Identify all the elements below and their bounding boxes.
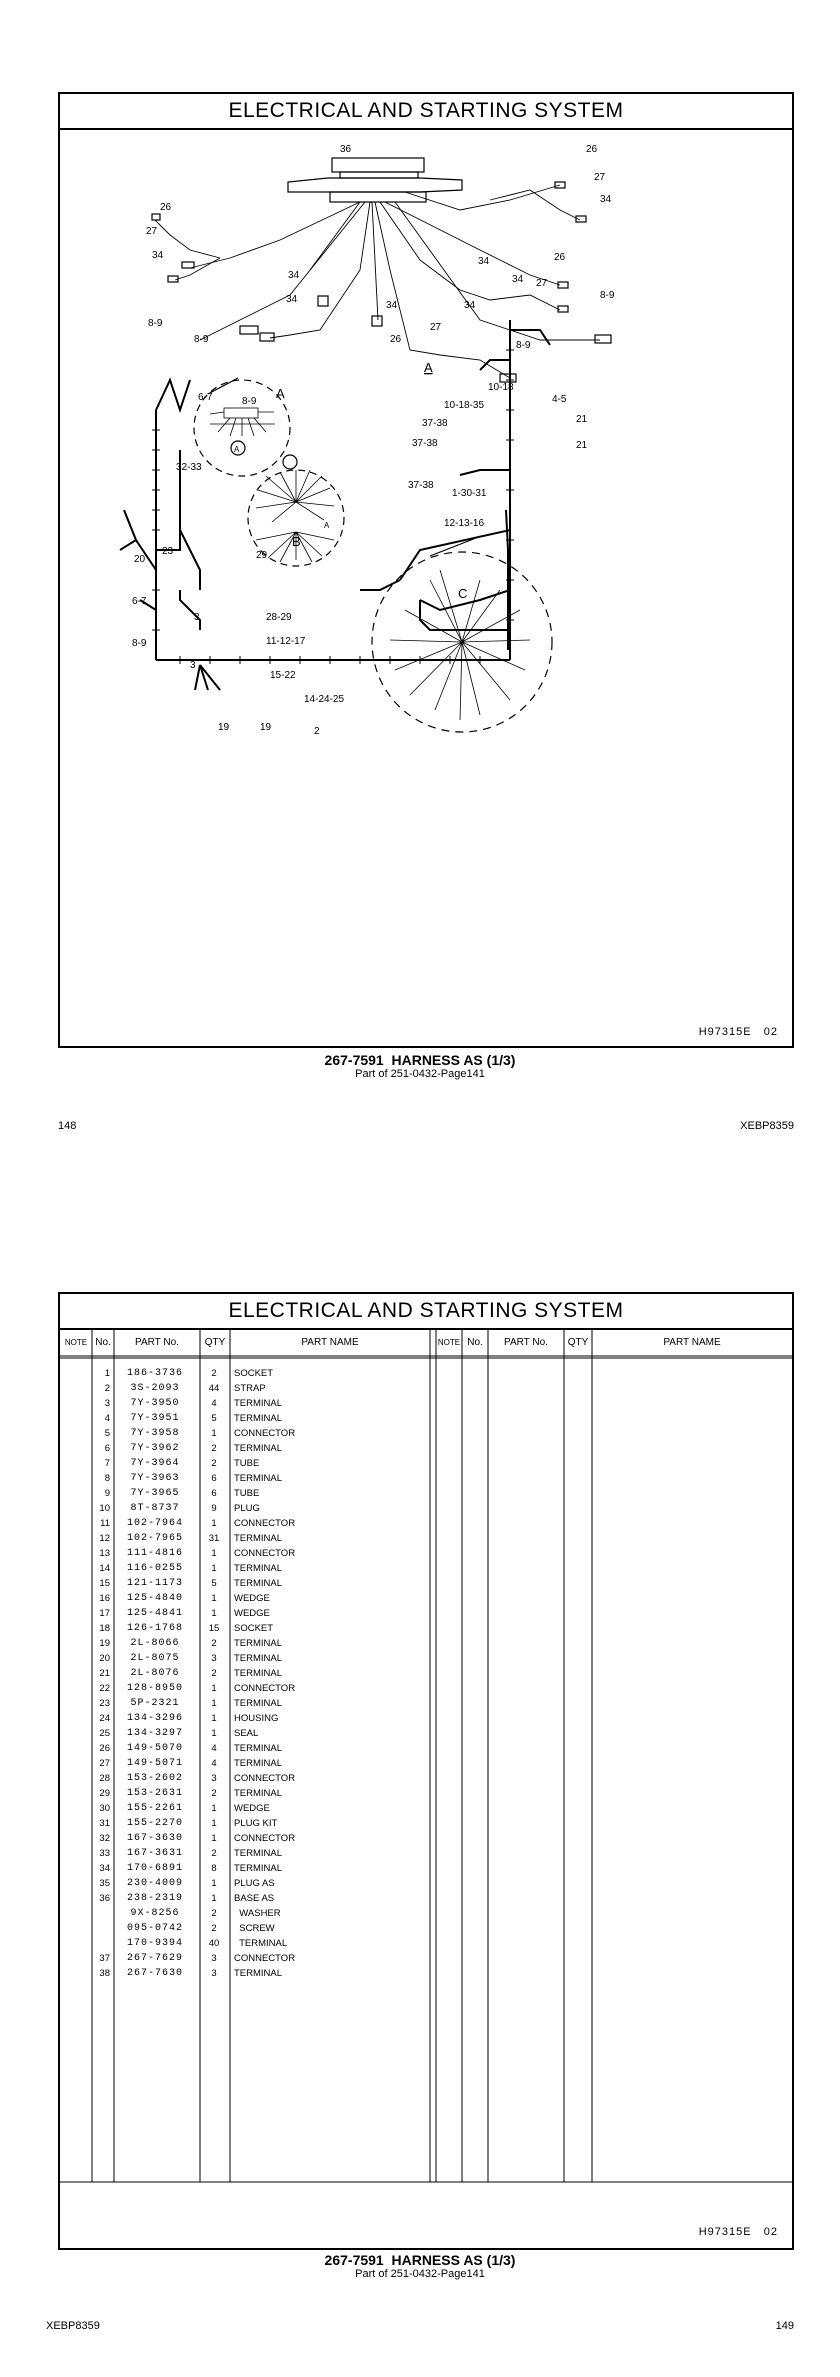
page-title: ELECTRICAL AND STARTING SYSTEM	[60, 1294, 792, 1330]
part-number-index: 18	[99, 1623, 110, 1634]
label-1-30-31: 1-30-31	[452, 488, 487, 499]
part-number: 7Y-3951	[130, 1413, 180, 1424]
part-qty: 4	[211, 1398, 217, 1409]
part-number: 167-3630	[126, 1833, 183, 1844]
part-name: SEAL	[234, 1728, 259, 1739]
part-number: 155-2261	[126, 1803, 183, 1814]
label-2: 2	[314, 726, 320, 737]
header-part-no: PART No.	[135, 1337, 179, 1348]
part-qty: 1	[211, 1833, 217, 1844]
doc-code-left: XEBP8359	[46, 2320, 100, 2332]
label-10-18: 10-18	[488, 382, 514, 393]
part-number: 7Y-3962	[130, 1443, 180, 1454]
label-34: 34	[152, 250, 164, 261]
part-qty: 1	[211, 1728, 217, 1739]
part-number: 125-4840	[126, 1593, 183, 1604]
part-qty: 3	[211, 1953, 217, 1964]
label-26: 26	[554, 252, 566, 263]
label-21: 21	[576, 414, 588, 425]
part-name: SOCKET	[234, 1368, 274, 1379]
part-number-index: 6	[104, 1443, 110, 1454]
part-qty: 8	[211, 1863, 217, 1874]
part-name: TERMINAL	[234, 1758, 283, 1769]
header-no: No.	[467, 1337, 483, 1348]
label-6-7: 6-7	[132, 596, 147, 607]
part-qty: 5	[211, 1413, 217, 1424]
detail-a-arrow	[208, 378, 238, 394]
part-name: TERMINAL	[234, 1638, 283, 1649]
part-number: 7Y-3963	[130, 1473, 180, 1484]
part-number: 7Y-3950	[130, 1398, 180, 1409]
part-qty: 1	[211, 1803, 217, 1814]
label-3: 3	[190, 660, 196, 671]
part-number: 102-7965	[126, 1533, 183, 1544]
part-qty: 2	[211, 1458, 217, 1469]
part-name: PLUG	[234, 1503, 260, 1514]
part-number-index: 9	[104, 1488, 110, 1499]
part-number: 134-3296	[126, 1713, 183, 1724]
part-qty: 2	[211, 1908, 217, 1919]
part-number: 170-6891	[126, 1863, 183, 1874]
label-27: 27	[146, 226, 158, 237]
label-37-38: 37-38	[408, 480, 434, 491]
part-qty: 3	[211, 1773, 217, 1784]
parts-table-frame	[58, 1292, 794, 2250]
table-row	[60, 1396, 430, 1411]
part-name: PLUG KIT	[234, 1818, 278, 1829]
label-20: 20	[134, 554, 146, 565]
header-part-no: PART No.	[504, 1337, 548, 1348]
part-number-index: 29	[99, 1788, 110, 1799]
part-number: 126-1768	[126, 1623, 183, 1634]
part-name: TERMINAL	[234, 1563, 283, 1574]
table-row	[60, 1741, 430, 1756]
part-qty: 15	[208, 1623, 220, 1634]
part-name: TERMINAL	[234, 1788, 283, 1799]
header-no: No.	[95, 1337, 111, 1348]
part-qty: 1	[211, 1428, 217, 1439]
table-row	[60, 1606, 430, 1621]
table-row	[60, 1411, 430, 1426]
label-34: 34	[464, 300, 476, 311]
part-number-index: 35	[99, 1878, 110, 1889]
part-number-index: 19	[99, 1638, 110, 1649]
part-number-index: 33	[99, 1848, 110, 1859]
table-row	[60, 1966, 430, 1981]
part-qty: 1	[211, 1818, 217, 1829]
part-number-index: 31	[99, 1818, 110, 1829]
table-row	[60, 1876, 430, 1891]
caption-1	[0, 1052, 840, 1080]
label-34: 34	[386, 300, 398, 311]
label-34: 34	[286, 294, 298, 305]
main-trunk	[120, 320, 550, 690]
table-row	[60, 1891, 430, 1906]
header-part-name: PART NAME	[663, 1337, 721, 1348]
part-number-index: 8	[104, 1473, 110, 1484]
part-number-index: 22	[99, 1683, 110, 1694]
part-number: 149-5071	[126, 1758, 183, 1769]
part-qty: 2	[211, 1668, 217, 1679]
label-32-33: 32-33	[176, 462, 202, 473]
part-number-index: 32	[99, 1833, 110, 1844]
part-qty: 2	[211, 1443, 217, 1454]
label-27: 27	[430, 322, 442, 333]
page-title: ELECTRICAL AND STARTING SYSTEM	[60, 94, 792, 130]
label-8-9: 8-9	[516, 340, 531, 351]
part-number: 186-3736	[126, 1368, 183, 1379]
part-number: 3S-2093	[130, 1383, 180, 1394]
part-number: 167-3631	[126, 1848, 183, 1859]
part-qty: 1	[211, 1698, 217, 1709]
page-number-left: 148	[58, 1120, 77, 1132]
part-name: TUBE	[234, 1488, 260, 1499]
part-name: STRAP	[234, 1383, 266, 1394]
table-row	[60, 1366, 430, 1381]
table-row	[60, 1666, 430, 1681]
label-26: 26	[160, 202, 172, 213]
part-number-index: 15	[99, 1578, 110, 1589]
table-row	[60, 1771, 430, 1786]
part-number: 8T-8737	[130, 1503, 180, 1514]
part-qty: 1	[211, 1593, 217, 1604]
top-wires	[155, 185, 600, 378]
page-number-right: 149	[775, 2320, 794, 2332]
part-number: 095-0742	[126, 1923, 183, 1934]
part-name: WEDGE	[234, 1803, 270, 1814]
part-name: TUBE	[234, 1458, 260, 1469]
part-number-index: 12	[99, 1533, 110, 1544]
part-number: 7Y-3958	[130, 1428, 180, 1439]
part-number-index: 7	[104, 1458, 110, 1469]
part-number: 102-7964	[126, 1518, 183, 1529]
detail-b-label: B	[292, 534, 301, 549]
part-name: CONNECTOR	[234, 1683, 296, 1694]
table-row	[60, 1936, 430, 1951]
table-row	[60, 1441, 430, 1456]
table-row	[60, 1516, 430, 1531]
table-row	[60, 1861, 430, 1876]
label-8-9: 8-9	[132, 638, 147, 649]
drawing-ref-code: H97315E 02	[698, 2226, 778, 2238]
part-qty: 1	[211, 1518, 217, 1529]
table-row	[60, 1801, 430, 1816]
label-27: 27	[536, 278, 548, 289]
label-27: 27	[594, 172, 606, 183]
part-name: SOCKET	[234, 1623, 274, 1634]
part-number: 7Y-3964	[130, 1458, 180, 1469]
label-8-9: 8-9	[148, 318, 163, 329]
part-number-index: 10	[99, 1503, 110, 1514]
label-28-29: 28-29	[266, 612, 292, 623]
part-name: CONNECTOR	[234, 1833, 296, 1844]
part-number: 267-7629	[126, 1953, 183, 1964]
caption-sub: Part of 251-0432-Page141	[355, 1068, 485, 1080]
label-4-5: 4-5	[552, 394, 567, 405]
part-name: SCREW	[234, 1923, 275, 1934]
table-row	[60, 1906, 430, 1921]
table-row	[60, 1921, 430, 1936]
table-row	[60, 1681, 430, 1696]
circle-a-marker: A	[324, 521, 330, 530]
part-name: TERMINAL	[234, 1398, 283, 1409]
part-name: TERMINAL	[234, 1698, 283, 1709]
part-qty: 40	[208, 1938, 220, 1949]
part-qty: 1	[211, 1893, 217, 1904]
label-15-22: 15-22	[270, 670, 296, 681]
label-19: 19	[260, 722, 272, 733]
part-qty: 1	[211, 1878, 217, 1889]
harness-diagram	[60, 130, 792, 1048]
part-qty: 9	[211, 1503, 217, 1514]
table-row	[60, 1636, 430, 1651]
label-19: 19	[218, 722, 230, 733]
part-number-index: 27	[99, 1758, 110, 1769]
part-name: CONNECTOR	[234, 1773, 296, 1784]
part-qty: 6	[211, 1473, 217, 1484]
part-number-index: 25	[99, 1728, 110, 1739]
part-qty: 3	[211, 1968, 217, 1979]
part-number-index: 2	[104, 1383, 110, 1394]
part-number-index: 3	[104, 1398, 110, 1409]
part-name: HOUSING	[234, 1713, 279, 1724]
part-number-index: 11	[100, 1518, 110, 1529]
part-name: BASE AS	[234, 1893, 275, 1904]
table-row	[60, 1951, 430, 1966]
table-row	[60, 1756, 430, 1771]
part-name: TERMINAL	[234, 1443, 283, 1454]
part-number: 2L-8076	[130, 1668, 180, 1679]
part-name: TERMINAL	[234, 1473, 283, 1484]
part-number-index: 38	[99, 1968, 110, 1979]
part-name: TERMINAL	[234, 1668, 283, 1679]
label-8-9: 8-9	[242, 396, 257, 407]
part-number-index: 5	[104, 1428, 110, 1439]
table-row	[60, 1531, 430, 1546]
table-row	[60, 1621, 430, 1636]
part-number-index: 1	[104, 1368, 110, 1379]
part-number: 125-4841	[126, 1608, 183, 1619]
table-row	[60, 1831, 430, 1846]
part-number-index: 4	[104, 1413, 110, 1424]
part-qty: 6	[211, 1488, 217, 1499]
label-37-38: 37-38	[422, 418, 448, 429]
table-row	[60, 1696, 430, 1711]
part-name: TERMINAL	[234, 1938, 288, 1949]
detail-a-label: A	[276, 386, 285, 401]
header-qty: QTY	[204, 1337, 226, 1348]
part-number: 116-0255	[126, 1563, 183, 1574]
table-row	[60, 1726, 430, 1741]
part-qty: 1	[211, 1683, 217, 1694]
table-row	[60, 1816, 430, 1831]
part-number-index: 20	[99, 1653, 110, 1664]
part-number-index: 34	[99, 1863, 110, 1874]
part-number-index: 14	[99, 1563, 110, 1574]
part-number-index: 26	[99, 1743, 110, 1754]
part-number: 2L-8066	[130, 1638, 180, 1649]
part-qty: 2	[211, 1368, 217, 1379]
caption-main: 267-7591 HARNESS AS (1/3)	[324, 1052, 516, 1068]
label-21: 21	[576, 440, 588, 451]
part-number: 128-8950	[126, 1683, 183, 1694]
label-34: 34	[512, 274, 524, 285]
part-qty: 2	[211, 1848, 217, 1859]
header-qty: QTY	[567, 1337, 589, 1348]
label-36: 36	[340, 144, 352, 155]
part-number: 153-2602	[126, 1773, 183, 1784]
doc-code-right: XEBP8359	[740, 1120, 794, 1132]
part-number: 134-3297	[126, 1728, 183, 1739]
label-34: 34	[600, 194, 612, 205]
label-34: 34	[478, 256, 490, 267]
label-6-7: 6-7	[198, 392, 213, 403]
label-12-13-16: 12-13-16	[444, 518, 485, 529]
table-row	[60, 1426, 430, 1441]
view-a-label: A	[424, 360, 433, 375]
diagram-frame	[58, 92, 794, 1048]
table-row	[60, 1651, 430, 1666]
part-number-index: 28	[99, 1773, 110, 1784]
part-qty: 1	[211, 1713, 217, 1724]
part-qty: 1	[211, 1548, 217, 1559]
table-row	[60, 1846, 430, 1861]
part-name: CONNECTOR	[234, 1953, 296, 1964]
part-name: CONNECTOR	[234, 1518, 296, 1529]
label-10-18-35: 10-18-35	[444, 400, 485, 411]
label-34: 34	[288, 270, 300, 281]
label-11-12-17: 11-12-17	[266, 636, 306, 647]
part-name: TERMINAL	[234, 1863, 283, 1874]
table-row	[60, 1546, 430, 1561]
part-name: TERMINAL	[234, 1653, 283, 1664]
header-note: NOTE	[437, 1338, 461, 1347]
part-number-index: 23	[99, 1698, 110, 1709]
part-name: CONNECTOR	[234, 1428, 296, 1439]
detail-c-label: C	[458, 586, 468, 601]
part-qty: 3	[211, 1653, 217, 1664]
label-37-38: 37-38	[412, 438, 438, 449]
part-name: TERMINAL	[234, 1413, 283, 1424]
table-row	[60, 1711, 430, 1726]
table-row	[60, 1381, 430, 1396]
header-note: NOTE	[64, 1338, 88, 1347]
part-name: TERMINAL	[234, 1848, 283, 1859]
label-3: 3	[194, 612, 200, 623]
table-row	[60, 1591, 430, 1606]
label-14-24-25: 14-24-25	[304, 694, 345, 705]
part-number: 230-4009	[126, 1878, 183, 1889]
part-name: TERMINAL	[234, 1578, 283, 1589]
part-number-index: 30	[99, 1803, 110, 1814]
part-number-index: 21	[99, 1668, 110, 1679]
part-name: WASHER	[234, 1908, 281, 1919]
label-29: 29	[256, 550, 268, 561]
label-8-9: 8-9	[194, 334, 209, 345]
part-qty: 2	[211, 1638, 217, 1649]
part-number: 7Y-3965	[130, 1488, 180, 1499]
part-name: WEDGE	[234, 1608, 270, 1619]
part-number: 149-5070	[126, 1743, 183, 1754]
drawing-ref-code: H97315E 02	[698, 1026, 778, 1038]
part-number: 111-4816	[126, 1548, 183, 1559]
part-number: 2L-8075	[130, 1653, 180, 1664]
part-number: 155-2270	[126, 1818, 183, 1829]
part-qty: 5	[211, 1578, 217, 1589]
part-number-index: 16	[99, 1593, 110, 1604]
part-qty: 1	[211, 1608, 217, 1619]
label-23: 23	[162, 546, 174, 557]
part-qty: 31	[208, 1533, 220, 1544]
part-name: TERMINAL	[234, 1968, 283, 1979]
part-number-index: 13	[99, 1548, 110, 1559]
part-number: 170-9394	[126, 1938, 183, 1949]
part-qty: 4	[211, 1758, 217, 1769]
part-qty: 1	[211, 1563, 217, 1574]
label-8-9: 8-9	[600, 290, 615, 301]
table-row	[60, 1456, 430, 1471]
part-qty: 2	[211, 1788, 217, 1799]
part-qty: 44	[208, 1383, 220, 1394]
part-qty: 2	[211, 1923, 217, 1934]
part-number: 153-2631	[126, 1788, 183, 1799]
part-name: PLUG AS	[234, 1878, 275, 1889]
part-number: 5P-2321	[130, 1698, 180, 1709]
table-row	[60, 1501, 430, 1516]
part-qty: 4	[211, 1743, 217, 1754]
table-row	[60, 1576, 430, 1591]
part-name: TERMINAL	[234, 1533, 283, 1544]
part-number: 238-2319	[126, 1893, 183, 1904]
caption-sub: Part of 251-0432-Page141	[355, 2268, 485, 2280]
table-row	[60, 1786, 430, 1801]
caption-2	[0, 2252, 840, 2280]
part-number: 267-7630	[126, 1968, 183, 1979]
part-number-index: 24	[99, 1713, 110, 1724]
caption-main: 267-7591 HARNESS AS (1/3)	[324, 2252, 516, 2268]
part-name: CONNECTOR	[234, 1548, 296, 1559]
table-row	[60, 1471, 430, 1486]
header-part-name: PART NAME	[301, 1337, 359, 1348]
part-number: 9X-8256	[130, 1908, 180, 1919]
table-row	[60, 1561, 430, 1576]
part-number-index: 36	[99, 1893, 110, 1904]
base-assembly	[288, 158, 462, 202]
part-name: WEDGE	[234, 1593, 270, 1604]
label-26: 26	[586, 144, 598, 155]
part-number-index: 37	[99, 1953, 110, 1964]
table-row	[60, 1486, 430, 1501]
part-number-index: 17	[99, 1608, 110, 1619]
circle-a-marker: A	[234, 445, 240, 454]
part-number: 121-1173	[126, 1578, 183, 1589]
part-name: TERMINAL	[234, 1743, 283, 1754]
label-26: 26	[390, 334, 402, 345]
